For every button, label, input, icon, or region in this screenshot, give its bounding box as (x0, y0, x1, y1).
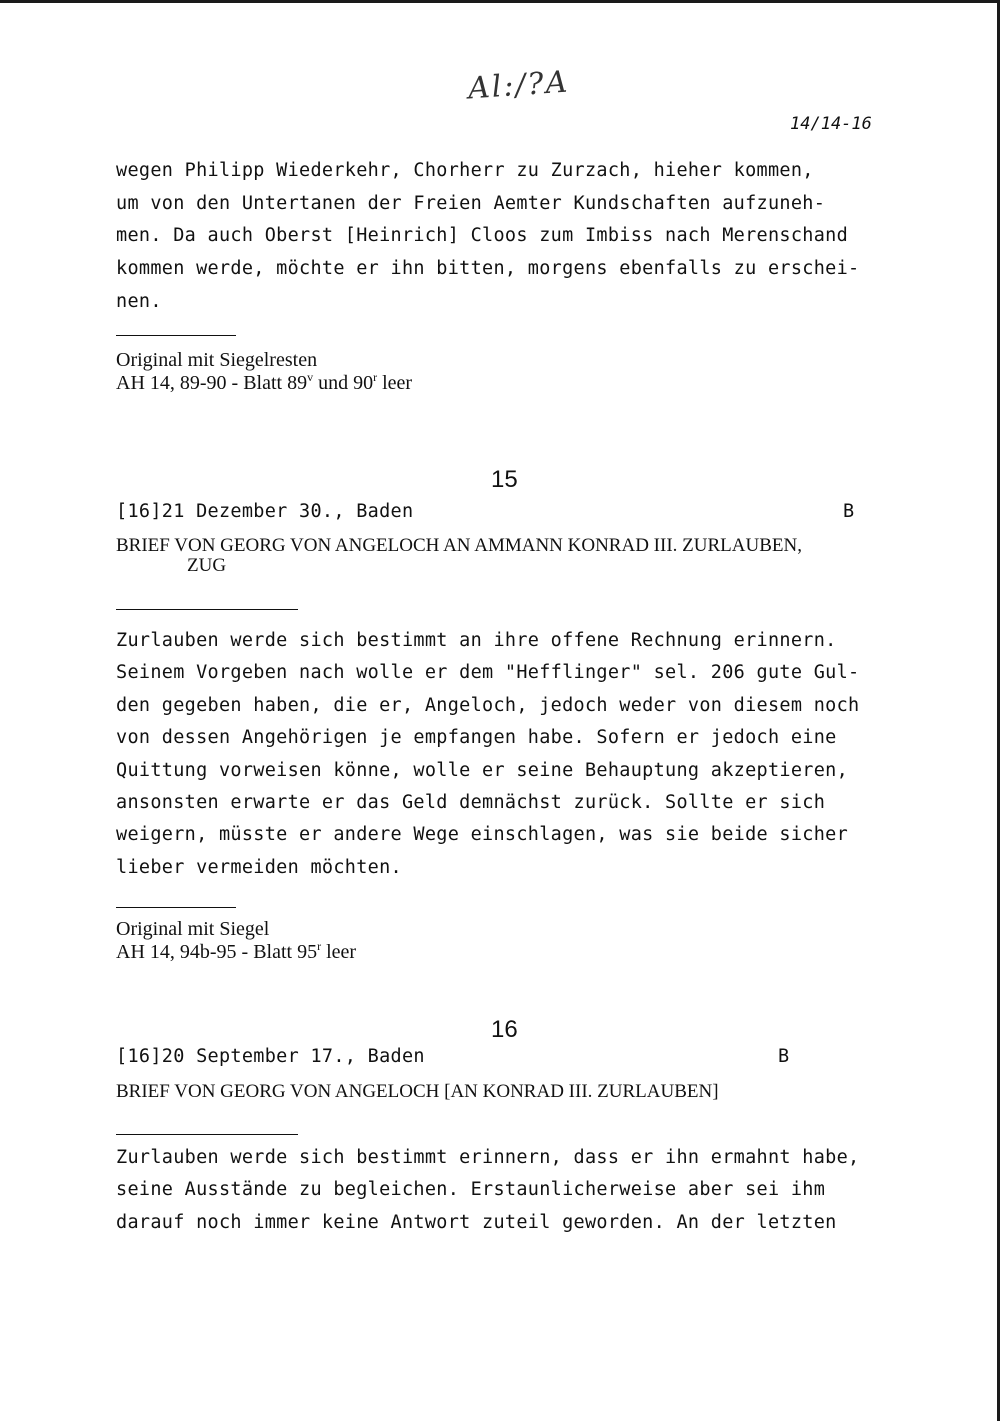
source-note-line: Original mit Siegelresten (116, 349, 318, 371)
separator-rule (116, 907, 236, 908)
text-line: Seinem Vorgeben nach wolle er dem "Hefflinger" sel. 206 gute Gul- (116, 662, 860, 684)
source-note-line (116, 941, 356, 964)
source-ref-text: AH 14, 89-90 - Blatt 89 (116, 372, 308, 394)
text-line: lieber vermeiden möchten. (116, 856, 402, 878)
entry-title: BRIEF VON GEORG VON ANGELOCH AN AMMANN KONRAD III. ZURLAUBEN, (116, 535, 802, 556)
handwritten-archive-note: Al:/?A (466, 64, 571, 107)
entry-title: BRIEF VON GEORG VON ANGELOCH [AN KONRAD III. ZURLAUBEN] (116, 1081, 719, 1102)
text-line: um von den Untertanen der Freien Aemter Kundschaften aufzuneh- (116, 192, 826, 214)
entry-date-place: [16]21 Dezember 30., Baden (116, 501, 414, 522)
superscript: r (317, 939, 322, 953)
separator-rule (116, 1134, 298, 1135)
source-note-line (116, 372, 412, 395)
text-line: Quittung vorweisen könne, wolle er seine Behauptung akzeptieren, (116, 759, 849, 781)
text-line: kommen werde, möchte er ihn bitten, morgens ebenfalls zu erschei- (116, 258, 860, 280)
source-ref-text: leer (377, 372, 413, 394)
source-ref-text: AH 14, 94b-95 - Blatt 95 (116, 941, 318, 963)
intro-paragraph (116, 155, 859, 319)
text-line: von dessen Angehörigen je empfangen habe. Sofern er jedoch eine (116, 727, 837, 749)
scan-border-top (0, 0, 1000, 3)
superscript: v (307, 370, 314, 384)
text-line: den gegeben haben, die er, Angeloch, jedoch weder von diesem noch (116, 694, 860, 716)
text-line: ansonsten erwarte er das Geld demnächst zurück. Sollte er sich (116, 792, 826, 814)
text-line: darauf noch immer keine Antwort zuteil geworden. An der letzten (116, 1211, 837, 1233)
text-line: wegen Philipp Wiederkehr, Chorherr zu Zurzach, hieher kommen, (116, 160, 814, 181)
text-line: Zurlauben werde sich bestimmt erinnern, dass er ihn ermahnt habe, (116, 1147, 860, 1168)
separator-rule (116, 609, 298, 610)
entry-summary (116, 625, 859, 884)
entry-summary (116, 1142, 859, 1239)
entry-date-place: [16]20 September 17., Baden (116, 1046, 425, 1067)
entry-number: 16 (491, 1016, 518, 1043)
text-line: weigern, müsste er andere Wege einschlagen, was sie beide sicher (116, 824, 849, 846)
text-line: Zurlauben werde sich bestimmt an ihre offene Rechnung erinnern. (116, 630, 837, 651)
entry-title: ZUG (187, 555, 227, 576)
text-line: seine Ausstände zu begleichen. Erstaunlicherweise aber sei ihm (116, 1179, 826, 1201)
text-line: men. Da auch Oberst [Heinrich] Cloos zum Imbiss nach Merenschand (116, 225, 849, 247)
entry-number: 15 (491, 466, 518, 493)
separator-rule (116, 335, 236, 336)
source-ref-text: und 90 (313, 372, 374, 394)
entry-type: B (778, 1046, 790, 1067)
text-line: nen. (116, 290, 162, 312)
entry-type: B (843, 501, 855, 522)
source-ref-text: leer (321, 941, 357, 963)
superscript: r (373, 370, 378, 384)
source-note-line: Original mit Siegel (116, 918, 270, 940)
page-reference: 14/14-16 (790, 114, 872, 134)
